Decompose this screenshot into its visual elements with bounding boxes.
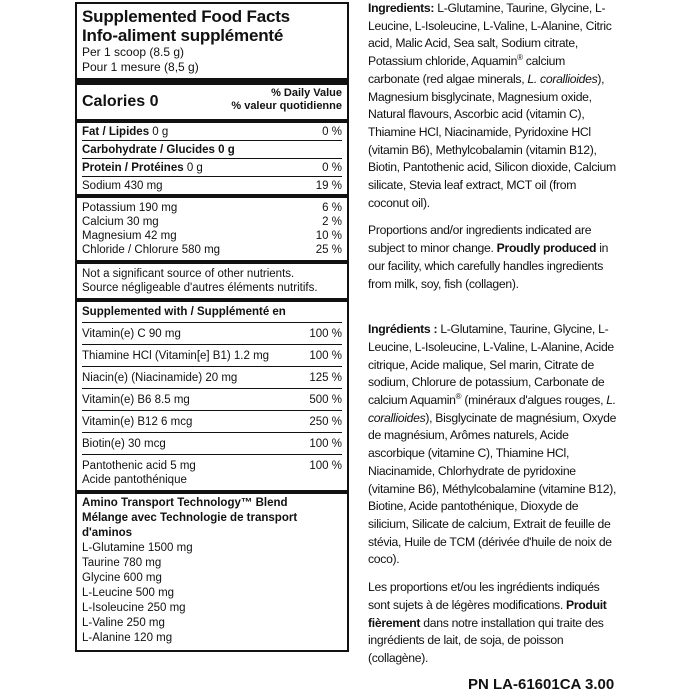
vitamin-label: Vitamin(e) C 90 mg	[82, 328, 181, 340]
nutrient-row	[82, 123, 342, 140]
nutrient-label	[82, 143, 235, 157]
thick-divider	[77, 78, 347, 85]
note-text: Les proportions et/ou les ingrédients indiqués sont sujets à de légères modifications.	[368, 580, 600, 612]
mineral-row	[82, 215, 342, 229]
nutrient-row	[82, 176, 342, 194]
mineral-label: Chloride / Chlorure 580 mg	[82, 244, 221, 256]
nutrient-name: Carbohydrate / Glucides	[82, 144, 215, 156]
blend-item: L-Isoleucine 250 mg	[82, 602, 186, 614]
note-bold: Proudly produced	[496, 241, 597, 256]
ingredients-label-en: Ingredients:	[368, 1, 435, 15]
ingredients-fr	[368, 321, 618, 569]
nutrient-amount: 0 g	[152, 126, 169, 138]
note-text: dans notre installation qui traite des ingrédients de lait, de soja, de poisson (collagène).	[368, 615, 604, 665]
serving-size-en: Per 1 scoop (8.5 g)	[82, 45, 185, 59]
mineral-row	[82, 229, 342, 243]
vitamin-dv: 500 %	[309, 394, 342, 406]
ingredients-text: ), Magnesium bisglycinate, Magnesium oxide, Natural flavours, Ascorbic acid (vitamin C), Thiamine HCl, Niacinamide, Pyridoxine HCl (vitamin B6), Methylcobalamin (vitamin B12), Biotin, Pantothenic acid, Silicon dioxide, Calcium silicate, Stevia leaf extract, MCT oil (from coconut oil).	[368, 71, 616, 210]
vitamin-label: Niacin(e) (Niacinamide) 20 mg	[82, 372, 238, 384]
vitamin-row	[82, 432, 342, 454]
note-text: Proportions and/or ingredients indicated are subject to minor change.	[368, 223, 592, 256]
vitamin-dv: 125 %	[309, 372, 342, 384]
vitamin-label-group	[82, 415, 192, 429]
vitamin-dv: 250 %	[309, 416, 342, 428]
nutrient-amount: 430 mg	[124, 180, 163, 192]
ingredients-en	[368, 0, 618, 212]
ingredients-text: ), Bisglycinate de magnésium, Oxyde de magnésium, Arômes naturels, Acide ascorbique (vitamine C), Thiamine HCl, Niacinamide, Chlorhydrate de pyridoxine (vitamine B6), Méthylcobalamine (vitamine B12), Biotine, Acide pantothénique, Dioxyde de silicium, Silicate de calcium, Extrait de feuille de stévia, Huile de TCM (dérivée d'huile de noix de coco).	[368, 410, 617, 567]
mineral-rows	[82, 198, 342, 260]
daily-value-en: % Daily Value	[271, 87, 342, 99]
mineral-dv: 10 %	[315, 230, 342, 242]
nutrient-label	[82, 125, 168, 139]
supplemented-header: Supplemented with / Supplémenté en	[82, 306, 286, 318]
vitamin-rows	[82, 322, 342, 490]
vitamin-label: Vitamin(e) B12 6 mcg	[82, 416, 193, 428]
calories-label: Calories 0	[82, 93, 159, 110]
vitamin-dv: 100 %	[309, 438, 342, 450]
ingredients-text: (minéraux d'algues rouges,	[461, 393, 607, 408]
part-number: PN LA-61601CA 3.00	[468, 676, 615, 693]
note-bold: Produit fièrement	[368, 597, 607, 630]
vitamin-label-group	[82, 393, 190, 407]
amino-blend	[82, 494, 342, 650]
nutrient-name: Protein / Protéines	[82, 162, 184, 174]
species-name: L. corallioides	[368, 393, 616, 425]
vitamin-dv: 100 %	[309, 328, 342, 340]
blend-item: L-Leucine 500 mg	[82, 587, 175, 599]
mineral-label: Magnesium 42 mg	[82, 230, 177, 242]
nutrient-name: Sodium	[82, 180, 121, 192]
nutrient-row	[82, 158, 342, 176]
macro-rows	[82, 123, 342, 194]
species-name: L. corallioides	[527, 71, 598, 86]
vitamin-label: Biotin(e) 30 mcg	[82, 438, 166, 450]
not-significant-note	[82, 264, 342, 298]
nutrient-row	[82, 140, 342, 158]
vitamin-label: Vitamin(e) B6 8.5 mg	[82, 394, 190, 406]
nutrient-label	[82, 161, 203, 175]
not-significant-fr: Source négligeable d'autres éléments nutritifs.	[82, 282, 318, 294]
not-significant-en: Not a significant source of other nutrients.	[82, 268, 295, 280]
mineral-dv: 2 %	[322, 216, 342, 228]
ingredients-text: L-Glutamine, Taurine, Glycine, L-Leucine, L-Isoleucine, L-Valine, L-Alanine, Citric acid, Malic Acid, Sea salt, Sodium citrate, Potassium chloride, Aquamin	[368, 1, 612, 69]
serving-size-fr: Pour 1 mesure (8,5 g)	[82, 60, 199, 74]
registered-mark: ®	[455, 392, 462, 401]
proportions-note-en	[368, 222, 618, 293]
panel-title-fr: Info-aliment supplémenté	[82, 26, 284, 45]
blend-title-en: Amino Transport Technology™ Blend	[82, 497, 288, 509]
vitamin-label: Pantothenic acid 5 mg	[82, 460, 196, 472]
calories-row	[82, 85, 342, 119]
vitamin-dv: 100 %	[309, 460, 342, 472]
mineral-label: Potassium 190 mg	[82, 202, 178, 214]
ingredients-label-fr: Ingrédients :	[368, 322, 438, 337]
vitamin-label-group	[82, 371, 237, 385]
blend-item: L-Valine 250 mg	[82, 617, 165, 629]
blend-items	[82, 541, 342, 646]
blend-item: L-Glutamine 1500 mg	[82, 542, 193, 554]
ingredients-column	[368, 0, 618, 678]
proportions-note-fr	[368, 579, 618, 668]
vitamin-row	[82, 344, 342, 366]
ingredients-text: L-Glutamine, Taurine, Glycine, L-Leucine, L-Isoleucine, L-Valine, L-Alanine, Acide citrique, Acide malique, Sel marin, Citrate de sodium, Chlorure de potassium, Carbonate de calcium Aquamin	[368, 322, 614, 408]
mineral-row	[82, 198, 342, 215]
vitamin-label-fr: Acide pantothénique	[82, 474, 187, 486]
registered-mark: ®	[517, 53, 523, 63]
vitamin-dv: 100 %	[309, 350, 342, 362]
nutrition-facts-panel	[75, 2, 349, 652]
blend-item: Taurine 780 mg	[82, 557, 162, 569]
nutrient-dv: 0 %	[322, 162, 342, 174]
nutrient-name: Fat / Lipides	[82, 126, 150, 138]
mineral-dv: 25 %	[315, 244, 342, 256]
blend-item: L-Alanine 120 mg	[82, 632, 173, 644]
vitamin-row	[82, 366, 342, 388]
vitamin-row	[82, 410, 342, 432]
vitamin-row	[82, 388, 342, 410]
nutrient-amount: 0 g	[218, 144, 235, 156]
nutrient-dv: 0 %	[322, 126, 342, 138]
mineral-row	[82, 243, 342, 260]
vitamin-row	[82, 454, 342, 490]
mineral-dv: 6 %	[322, 202, 342, 214]
nutrient-label	[82, 179, 163, 193]
nutrient-dv: 19 %	[315, 180, 342, 192]
vitamin-label-group	[82, 327, 181, 341]
nutrient-amount: 0 g	[186, 162, 203, 174]
panel-title-en: Supplemented Food Facts	[82, 7, 290, 26]
mineral-label: Calcium 30 mg	[82, 216, 159, 228]
vitamin-label-group	[82, 349, 269, 363]
note-text: in our facility, which carefully handles ingredients from milk, soy, fish (collagen).	[368, 241, 609, 291]
daily-value-fr: % valeur quotidienne	[231, 100, 342, 112]
vitamin-label-group	[82, 459, 196, 487]
blend-item: Glycine 600 mg	[82, 572, 162, 584]
vitamin-row	[82, 322, 342, 344]
ingredients-text: calcium carbonate (red algae minerals,	[368, 54, 565, 86]
daily-value-header	[231, 87, 342, 117]
blend-title-fr: Mélange avec Technologie de transport	[82, 512, 298, 524]
blend-title-fr-2: d'aminos	[82, 527, 133, 539]
vitamin-label-group	[82, 437, 166, 451]
vitamin-label: Thiamine HCl (Vitamin[e] B1) 1.2 mg	[82, 350, 270, 362]
